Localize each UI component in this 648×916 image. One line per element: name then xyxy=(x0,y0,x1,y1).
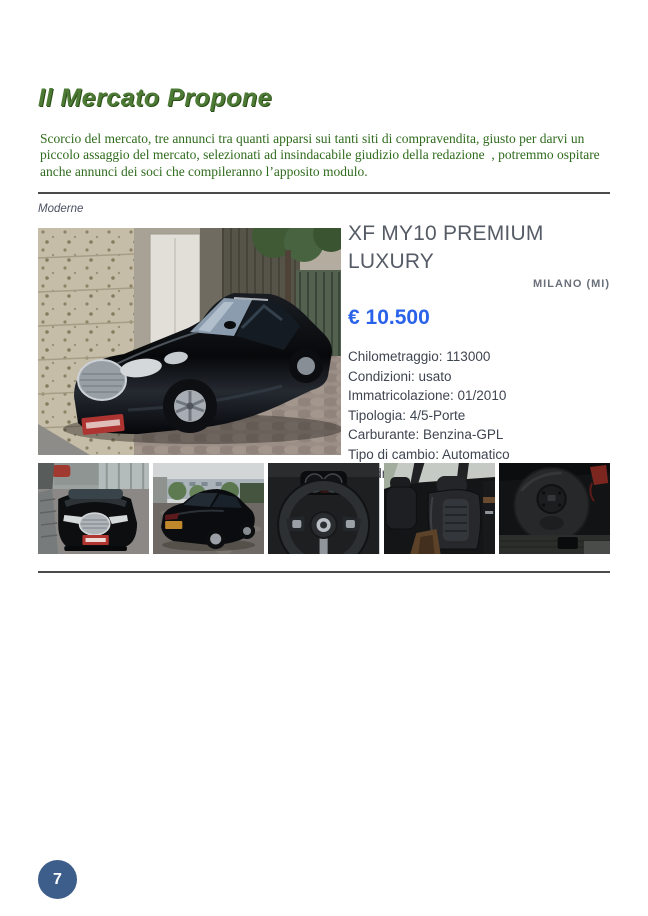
page-number: 7 xyxy=(53,870,62,888)
detail-gearbox: Tipo di cambio: Automatico xyxy=(348,446,510,462)
section-divider-top xyxy=(38,192,610,194)
detail-mileage: Chilometraggio: 113000 xyxy=(348,349,491,364)
detail-condition: Condizioni: usato xyxy=(348,368,452,384)
thumbnail-lpg-tank xyxy=(499,463,610,554)
page-number-badge xyxy=(38,860,77,899)
detail-registration: Immatricolazione: 01/2010 xyxy=(348,388,507,403)
listing-location: MILANO (MI) xyxy=(533,278,610,290)
listing-info xyxy=(348,220,610,484)
page-title: Il Mercato Propone xyxy=(38,84,273,112)
thumbnail-front-view xyxy=(38,463,149,554)
thumbnail-steering-wheel xyxy=(268,463,379,554)
listing-main-photo xyxy=(38,228,341,455)
listing-price: € 10.500 xyxy=(348,306,430,329)
section-divider-bottom xyxy=(38,571,610,573)
intro-paragraph: Scorcio del mercato, tre annunci tra quanti apparsi sui tanti siti di compravendita, giusto per darvi un piccolo assaggio del mercato, selezionati ad insindacabile giudizio della redazione , potremmo ospitare anche annunci dei soci che compileranno l’apposito modulo. xyxy=(40,131,604,179)
listing-title: XF MY10 PREMIUM LUXURY xyxy=(348,222,544,273)
thumbnail-seats-interior xyxy=(384,463,495,554)
listing-thumbnails xyxy=(38,463,610,554)
detail-fuel: Carburante: Benzina-GPL xyxy=(348,427,504,442)
thumbnail-rear-view xyxy=(153,463,264,554)
section-label-moderne: Moderne xyxy=(38,203,84,215)
detail-body-type: Tipologia: 4/5-Porte xyxy=(348,407,466,423)
